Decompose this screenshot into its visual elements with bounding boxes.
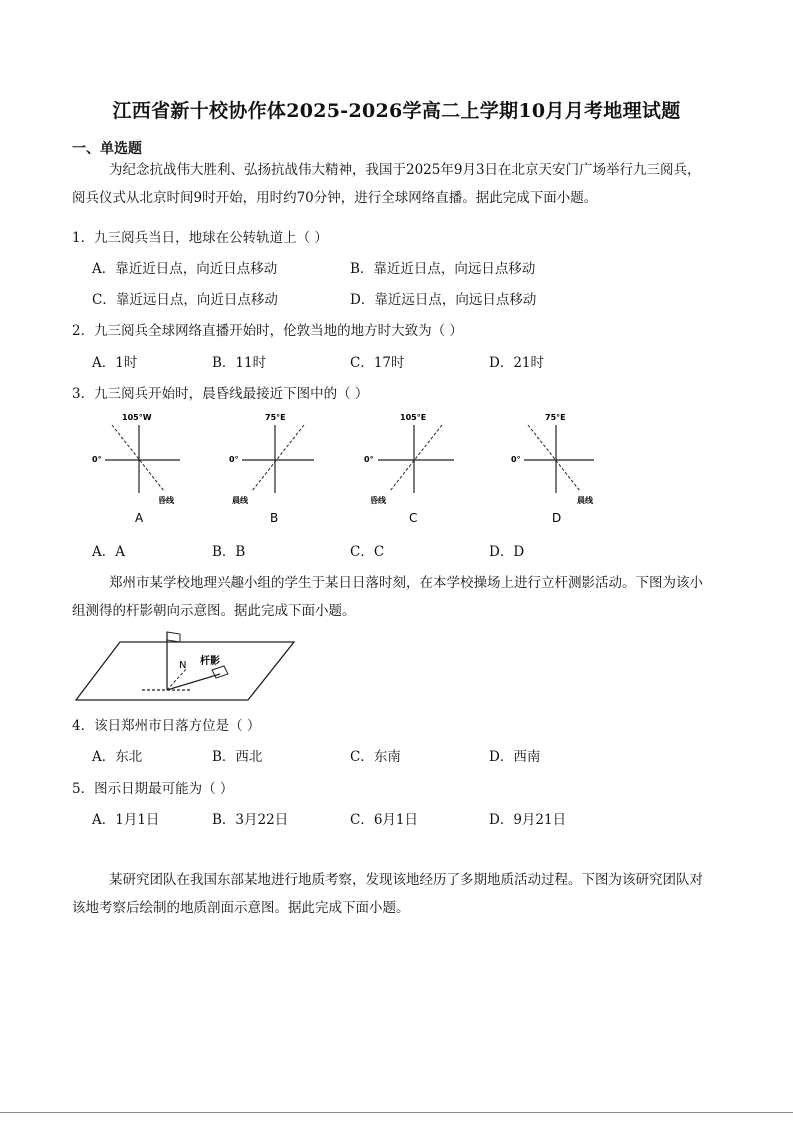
question-1-stem: 1．九三阅兵当日，地球在公转轨道上（ ） bbox=[72, 230, 328, 246]
figure-b-terminator bbox=[252, 425, 304, 491]
page-bottom-border bbox=[0, 1112, 793, 1113]
figure-c-meridian-label: 105°E bbox=[400, 413, 427, 422]
figure-d-meridian-label: 75°E bbox=[545, 413, 566, 422]
figure-a-equator-label: 0° bbox=[92, 455, 102, 464]
question-2-option-a: A．1时 bbox=[92, 355, 138, 371]
figure-b bbox=[229, 413, 314, 525]
question-1-option-d: D．靠近远日点，向远日点移动 bbox=[350, 292, 537, 308]
terminator-figures bbox=[72, 405, 632, 530]
shadow-label: 杆影 bbox=[200, 656, 220, 667]
figure-c-line-label: 昏线 bbox=[370, 496, 386, 505]
question-2-stem: 2．九三阅兵全球网络直播开始时，伦敦当地的地方时大致为（ ） bbox=[72, 323, 463, 339]
figure-b-equator-label: 0° bbox=[229, 455, 239, 464]
passage-2-line-2: 组测得的杆影朝向示意图。据此完成下面小题。 bbox=[72, 603, 356, 619]
figure-a bbox=[92, 413, 180, 525]
page-title: 江西省新十校协作体2025-2026学高二上学期10月月考地理试题 bbox=[112, 100, 681, 122]
question-4-option-a: A．东北 bbox=[92, 749, 143, 765]
figure-a-terminator bbox=[112, 425, 164, 491]
shadow-line bbox=[167, 674, 220, 690]
figure-d bbox=[511, 413, 594, 525]
question-4-stem: 4．该日郑州市日落方位是（ ） bbox=[72, 718, 261, 734]
question-5-option-d: D．9月21日 bbox=[489, 812, 567, 828]
passage-1-line-2: 阅兵仪式从北京时间9时开始，用时约70分钟，进行全球网络直播。据此完成下面小题。 bbox=[72, 190, 598, 206]
figure-d-line-label: 晨线 bbox=[577, 496, 593, 505]
figure-a-meridian-label: 105°W bbox=[122, 413, 152, 422]
question-2-option-b: B．11时 bbox=[212, 355, 267, 371]
figure-b-meridian-label: 75°E bbox=[265, 413, 286, 422]
flag bbox=[167, 632, 180, 642]
figure-c-equator-label: 0° bbox=[364, 455, 374, 464]
question-1-option-a: A．靠近近日点，向近日点移动 bbox=[92, 261, 278, 277]
question-4-option-d: D．西南 bbox=[489, 749, 541, 765]
north-label: N bbox=[179, 660, 187, 671]
figure-a-letter: A bbox=[135, 511, 144, 525]
question-3-option-d: D．D bbox=[489, 544, 525, 560]
figure-c-letter: C bbox=[409, 511, 418, 525]
pole-shadow-figure bbox=[72, 628, 302, 706]
question-1-option-b: B．靠近近日点，向远日点移动 bbox=[350, 261, 536, 277]
question-3-option-a: A．A bbox=[92, 544, 125, 560]
figure-b-letter: B bbox=[270, 511, 279, 525]
figure-c bbox=[364, 413, 454, 525]
question-2-option-d: D．21时 bbox=[489, 355, 545, 371]
passage-3 bbox=[72, 866, 722, 922]
passage-2 bbox=[72, 569, 722, 625]
question-5-stem: 5．图示日期最可能为（ ） bbox=[72, 781, 234, 797]
passage-2-line-1: 郑州市某学校地理兴趣小组的学生于某日日落时刻，在本学校操场上进行立杆测影活动。下图为该小 bbox=[109, 575, 703, 591]
passage-3-line-2: 该地考察后绘制的地质剖面示意图。据此完成下面小题。 bbox=[72, 900, 410, 916]
passage-1-line-1: 为纪念抗战伟大胜利、弘扬抗战伟大精神，我国于2025年9月3日在北京天安门广场举行九三阅兵， bbox=[109, 162, 701, 178]
question-4-option-b: B．西北 bbox=[212, 749, 263, 765]
figure-c-terminator bbox=[390, 425, 442, 491]
question-5-option-b: B．3月22日 bbox=[212, 812, 289, 828]
question-3-option-c: C．C bbox=[350, 544, 385, 560]
figure-b-line-label: 晨线 bbox=[232, 496, 248, 505]
question-1-option-c: C．靠近远日点，向近日点移动 bbox=[92, 292, 278, 308]
passage-3-line-1: 某研究团队在我国东部某地进行地质考察，发现该地经历了多期地质活动过程。下图为该研究团队对 bbox=[109, 872, 703, 888]
question-4-option-c: C．东南 bbox=[350, 749, 401, 765]
question-5-option-a: A．1月1日 bbox=[92, 812, 160, 828]
question-5-option-c: C．6月1日 bbox=[350, 812, 419, 828]
playground-plane bbox=[76, 642, 294, 700]
figure-a-line-label: 昏线 bbox=[158, 496, 174, 505]
question-3-option-b: B．B bbox=[212, 544, 246, 560]
passage-1 bbox=[72, 156, 722, 212]
question-3-stem: 3．九三阅兵开始时，晨昏线最接近下图中的（ ） bbox=[72, 386, 369, 402]
figure-d-terminator bbox=[528, 425, 580, 491]
figure-d-letter: D bbox=[552, 511, 562, 525]
section-heading: 一、单选题 bbox=[72, 141, 142, 157]
question-2-option-c: C．17时 bbox=[350, 355, 405, 371]
figure-d-equator-label: 0° bbox=[511, 455, 521, 464]
